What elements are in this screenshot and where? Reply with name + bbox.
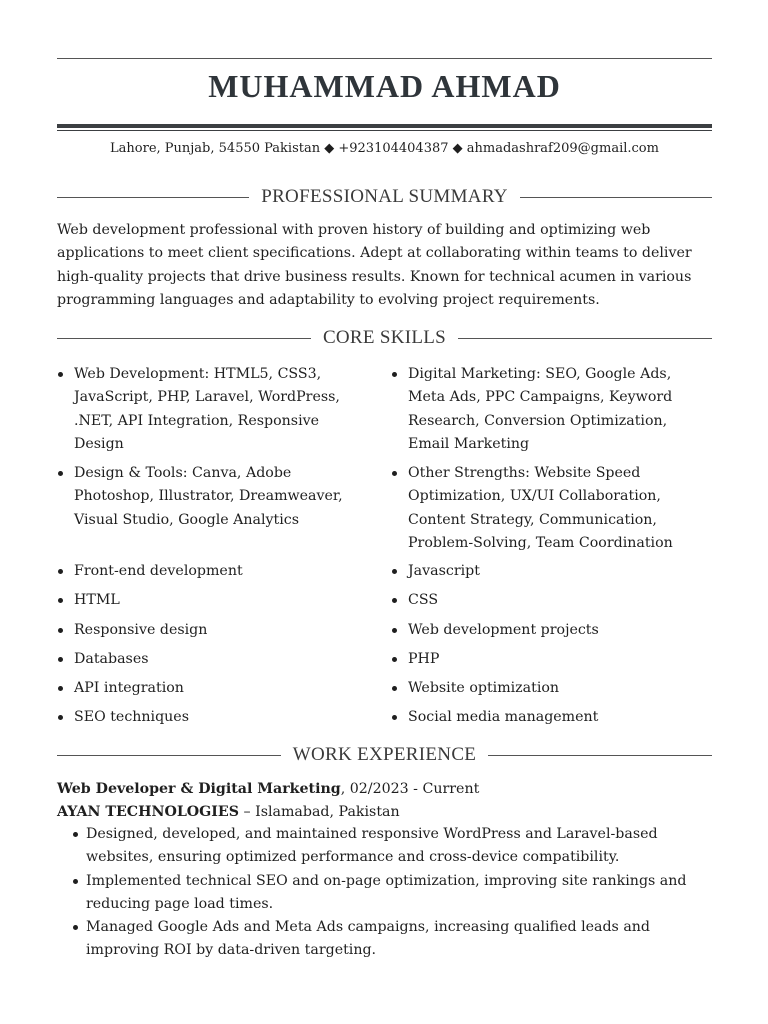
skill-item: Front-end development <box>57 560 367 583</box>
skill-item: Databases <box>57 648 367 671</box>
skill-item: Website optimization <box>391 677 712 700</box>
skills-left-groups-2 <box>57 462 367 532</box>
skills-right-list <box>391 560 712 730</box>
skill-group: Web Development: HTML5, CSS3, JavaScript, PHP, Laravel, WordPress, .NET, API Integration, Responsive Design <box>57 363 367 456</box>
name-underline-thin <box>57 130 712 131</box>
skill-item: SEO techniques <box>57 706 367 729</box>
section-heading-experience <box>57 744 712 766</box>
summary-title: PROFESSIONAL SUMMARY <box>261 186 508 207</box>
experience-title: WORK EXPERIENCE <box>292 744 477 765</box>
skills-right-groups-2 <box>391 462 712 555</box>
skills-left-list <box>57 560 367 730</box>
job-role: Web Developer & Digital Marketing <box>57 781 341 797</box>
skill-item: API integration <box>57 677 367 700</box>
job-bullet: Designed, developed, and maintained responsive WordPress and Laravel-based websites, ensuring optimized performance and cross-device compatibility. <box>73 823 712 870</box>
name-underline-thick <box>57 124 712 128</box>
section-heading-summary <box>57 186 712 208</box>
skill-item: PHP <box>391 648 712 671</box>
top-divider <box>57 58 712 59</box>
contact-info: Lahore, Punjab, 54550 Pakistan ◆ +923104404387 ◆ ahmadashraf209@gmail.com <box>110 141 659 156</box>
job-company-name: AYAN TECHNOLOGIES <box>57 804 239 820</box>
skill-item: Web development projects <box>391 619 712 642</box>
candidate-name: MUHAMMAD AHMAD <box>208 68 561 104</box>
job-dates: , 02/2023 - Current <box>340 781 480 797</box>
skill-group: Other Strengths: Website Speed Optimization, UX/UI Collaboration, Content Strategy, Communication, Problem-Solving, Team Coordination <box>391 462 712 555</box>
skill-item: Responsive design <box>57 619 367 642</box>
job-bullets <box>73 823 712 963</box>
summary-text: Web development professional with proven history of building and optimizing web applications to meet client specifications. Adept at collaborating within teams to deliver high-quality projects that drive business results. Known for technical acumen in various programming languages and adaptability to evolving project requirements. <box>57 222 692 308</box>
job-bullet: Managed Google Ads and Meta Ads campaigns, increasing qualified leads and improving ROI by data-driven targeting. <box>73 916 712 963</box>
skills-left-groups <box>57 363 367 456</box>
job-heading <box>57 778 479 800</box>
skill-group: Digital Marketing: SEO, Google Ads, Meta Ads, PPC Campaigns, Keyword Research, Conversion Optimization, Email Marketing <box>391 363 712 456</box>
skill-item: Javascript <box>391 560 712 583</box>
skills-right-groups <box>391 363 712 456</box>
skills-title: CORE SKILLS <box>322 327 447 348</box>
skill-item: Social media management <box>391 706 712 729</box>
skill-item: HTML <box>57 589 367 612</box>
skill-item: CSS <box>391 589 712 612</box>
section-heading-skills <box>57 327 712 349</box>
job-location: – Islamabad, Pakistan <box>238 804 400 820</box>
job-employer <box>57 801 400 823</box>
skill-group: Design & Tools: Canva, Adobe Photoshop, Illustrator, Dreamweaver, Visual Studio, Google Analytics <box>57 462 367 532</box>
job-bullet: Implemented technical SEO and on-page optimization, improving site rankings and reducing page load times. <box>73 870 712 917</box>
